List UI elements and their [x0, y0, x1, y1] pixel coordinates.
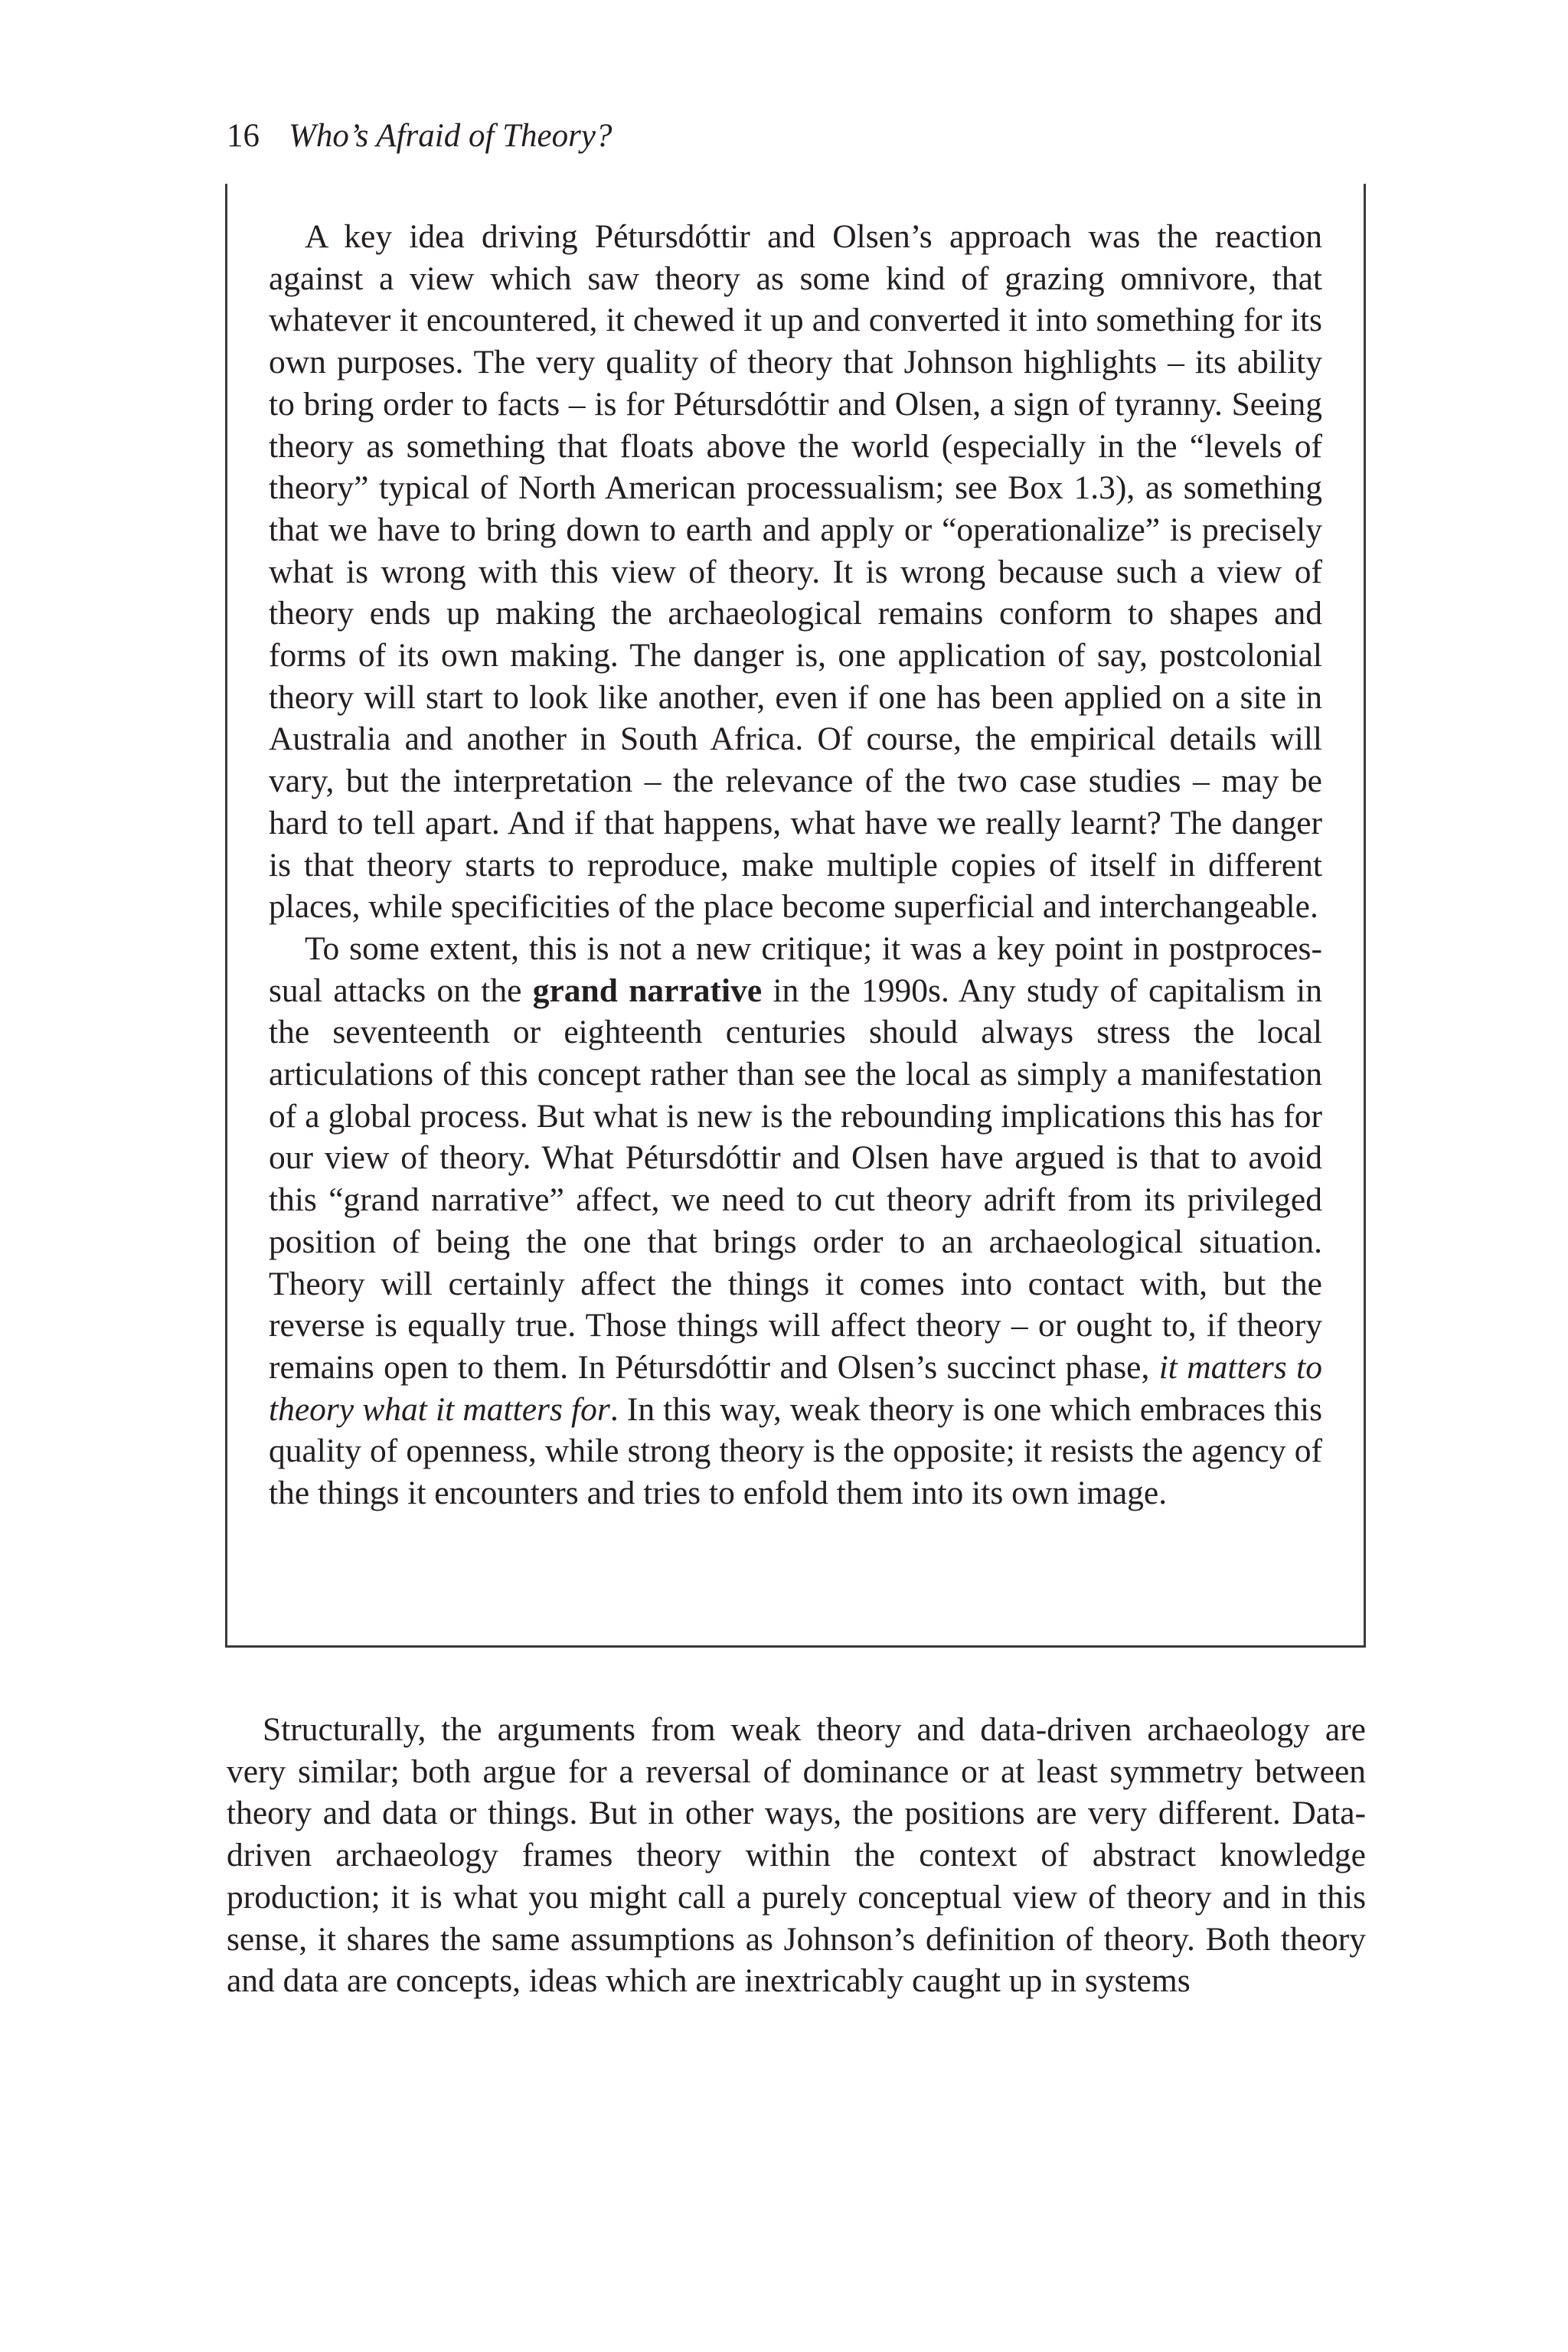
book-title: Who’s Afraid of Theory? — [289, 118, 612, 154]
box-paragraph-1: A key idea driving Pétursdóttir and Olsen’s approach was the reaction against a view which saw theory as some kind of grazing omnivore, that whatever it encountered, it chewed it up and converted it into something for its own purposes. The very quality of theory that Johnson highlights – its ability to bring order to facts – is for Pétursdóttir and Olsen, a sign of tyranny. Seeing theory as something that floats above the world (especially in the “levels of theory” typical of North American processualism; see Box 1.3), as something that we have to bring down to earth and apply or “operationalize” is precisely what is wrong with this view of theory. It is wrong because such a view of theory ends up making the archaeological remains conform to shapes and forms of its own making. The danger is, one application of say, postcolonial theory will start to look like another, even if one has been applied on a site in Australia and another in South Africa. Of course, the empirical details will vary, but the interpretation – the relevance of the two case studies – may be hard to tell apart. And if that happens, what have we really learnt? The danger is that theory starts to reproduce, make multiple copies of itself in different places, while specificities of the place become superficial and interchangeable. — [269, 218, 1322, 926]
box-paragraph-2-part-1: To some extent, this is not a new critique; it was a key point in postprocessual attacks on the — [269, 929, 1322, 1009]
running-head — [227, 115, 612, 158]
emphasis-phrase: it matters to theory what it matters for — [269, 1348, 1322, 1428]
box-paragraph-2-part-3: . In this way, weak theory is one which embraces this quality of openness, while strong theory is the opposite; it resists the agency of the things it encounters and tries to enfold them into its own image. — [269, 1390, 1322, 1512]
main-paragraph-1: Structurally, the arguments from weak theory and data-driven archaeology are very similar; both argue for a reversal of dominance or at least symmetry between theory and data or things. But in other ways, the positions are very different. Data-driven archaeology frames theory within the context of abstract knowledge production; it is what you might call a purely conceptual view of theory and in this sense, it shares the same assumptions as Johnson’s definition of theory. Both theory and data are concepts, ideas which are inextricably caught up in systems — [227, 1711, 1366, 2000]
key-term-grand-narrative: grand narrative — [532, 972, 763, 1009]
page-number: 16 — [227, 118, 260, 154]
box-paragraph-2 — [269, 928, 1322, 1514]
text-box — [225, 184, 1366, 1648]
main-text — [227, 1709, 1366, 2002]
box-paragraph-2-part-2: in the 1990s. Any study of capitalism in the seventeenth or eighteenth centuries should always stress the local articulations of this concept rather than see the local as simply a manifestation of a global process. But what is new is the rebounding implications this has for our view of theory. What Pétursdóttir and Olsen have argued is that to avoid this “grand narrative” affect, we need to cut theory adrift from its privileged position of being the one that brings order to an archaeological situation. Theory will certainly affect the things it comes into contact with, but the reverse is equally true. Those things will affect theory – or ought to, if theory remains open to them. In Pétursdóttir and Olsen’s succinct phase, — [269, 972, 1322, 1386]
box-text — [269, 216, 1322, 1514]
